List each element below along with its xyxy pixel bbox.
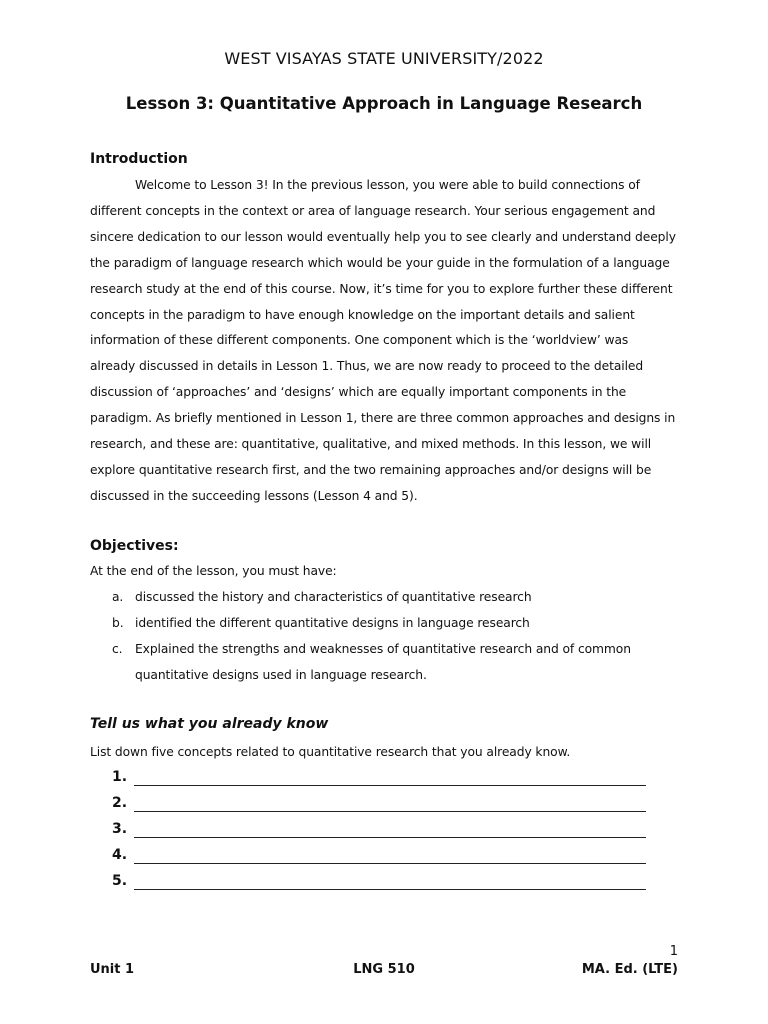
objective-text: quantitative designs used in language research. <box>135 667 427 682</box>
list-marker: a. <box>112 590 124 604</box>
footer-program: MA. Ed. (LTE) <box>581 962 678 977</box>
blank-number: 5. <box>112 873 128 889</box>
answer-line[interactable] <box>134 837 646 838</box>
answer-line[interactable] <box>134 863 646 864</box>
introduction-paragraph <box>90 173 690 510</box>
objective-text: Explained the strengths and weaknesses of quantitative research and of common <box>135 641 631 656</box>
answer-blank-row <box>110 817 650 843</box>
objective-item <box>90 637 690 689</box>
objective-item <box>90 611 690 637</box>
paragraph-line: sincere dedication to our lesson would eventually help you to see clearly and understand deeply <box>90 229 676 244</box>
paragraph-line: paradigm. As briefly mentioned in Lesson 1, there are three common approaches and designs in <box>90 411 676 426</box>
introduction-heading: Introduction <box>90 151 188 167</box>
answer-blank-row <box>110 843 650 869</box>
footer-unit: Unit 1 <box>90 962 135 977</box>
paragraph-line: Welcome to Lesson 3! In the previous lesson, you were able to build connections of <box>135 178 640 192</box>
activity-instruction: List down five concepts related to quantitative research that you already know. <box>90 745 571 759</box>
page-number: 1 <box>669 944 678 959</box>
answer-line[interactable] <box>134 811 646 812</box>
list-marker: b. <box>112 615 124 630</box>
paragraph-line: different concepts in the context or area of language research. Your serious engagement and <box>90 203 656 218</box>
paragraph-line: discussion of ‘approaches’ and ‘designs’ which are equally important components in the <box>90 385 627 400</box>
objectives-heading: Objectives: <box>90 538 179 554</box>
answer-blank-row <box>110 869 650 895</box>
answer-blank-row <box>110 765 650 791</box>
answer-blanks <box>110 765 650 895</box>
paragraph-line: concepts in the paradigm to have enough knowledge on the important details and salient <box>90 307 635 322</box>
paragraph-line: research study at the end of this course. Now, it’s time for you to explore further these different <box>90 281 673 296</box>
objectives-list <box>90 585 690 689</box>
objective-text: discussed the history and characteristics of quantitative research <box>135 590 532 604</box>
paragraph-line: research, and these are: quantitative, qualitative, and mixed methods. In this lesson, we will <box>90 437 652 452</box>
list-marker: c. <box>112 641 123 656</box>
footer-course-code: LNG 510 <box>353 962 415 977</box>
lesson-title: Lesson 3: Quantitative Approach in Language Research <box>125 94 643 113</box>
blank-number: 2. <box>112 795 128 811</box>
answer-blank-row <box>110 791 650 817</box>
paragraph-line: the paradigm of language research which would be your guide in the formulation of a language <box>90 255 670 270</box>
blank-number: 1. <box>112 769 128 785</box>
objective-text: identified the different quantitative designs in language research <box>135 615 530 630</box>
objectives-lead: At the end of the lesson, you must have: <box>90 564 337 578</box>
activity-heading: Tell us what you already know <box>90 716 329 732</box>
objective-item <box>90 585 690 611</box>
paragraph-line: explore quantitative research first, and the two remaining approaches and/or designs will be <box>90 462 652 477</box>
paragraph-line: already discussed in details in Lesson 1. Thus, we are now ready to proceed to the detailed <box>90 359 644 374</box>
answer-line[interactable] <box>134 785 646 786</box>
paragraph-line: discussed in the succeeding lessons (Lesson 4 and 5). <box>90 488 418 503</box>
paragraph-line: information of these different components. One component which is the ‘worldview’ was <box>90 333 629 348</box>
university-header: WEST VISAYAS STATE UNIVERSITY/2022 <box>224 49 544 68</box>
blank-number: 4. <box>112 847 128 863</box>
blank-number: 3. <box>112 821 128 837</box>
answer-line[interactable] <box>134 889 646 890</box>
